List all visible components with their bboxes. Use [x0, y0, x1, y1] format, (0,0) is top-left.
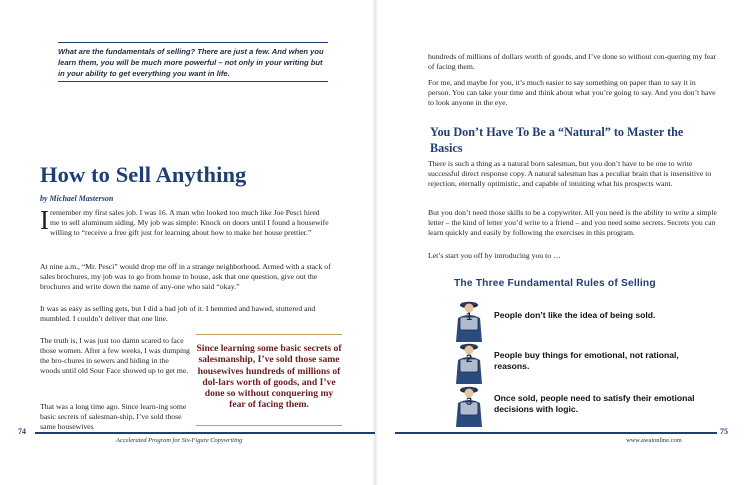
pull-quote-text: Since learning some basic secrets of salesmanship, I’ve sold those same housewives hundreds of millions of dol-lars worth of goods, and I’ve done so without conquering my fear of facing them. [196, 343, 342, 411]
rule-text: Once sold, people need to satisfy their emotional decisions with logic. [494, 393, 695, 414]
footer-url: www.awaionline.com [626, 437, 682, 444]
rule-item [448, 340, 718, 384]
teaser-text: What are the fundamentals of selling? There are just a few. And when you learn them, you will be much more powerful – not only in your writing but in your ability to get everything you want in life. [58, 47, 324, 78]
page-number-right: 75 [720, 427, 728, 436]
rule-number: 2 [465, 353, 473, 365]
footer-rule-right [395, 432, 717, 434]
paragraph: Let’s start you off by introducing you to … [428, 251, 561, 260]
paragraph: hundreds of millions of dollars worth of goods, and I’ve done so without con-quering my fear of facing them. [428, 52, 717, 72]
rule-item [448, 298, 718, 342]
section-heading: You Don’t Have To Be a “Natural” to Master the Basics [430, 125, 684, 155]
rule-text: People buy things for emotional, not rational, reasons. [494, 350, 679, 371]
paragraph-intro-text: remember my first sales job. I was 16. A man who looked too much like Joe Pesci hired me to sell aluminum siding. My job was simple: Knock on doors until I found a housewife willing to “receive a free gift just for learning about how to make her house prettier.” [50, 208, 329, 238]
paragraph: For me, and maybe for you, it’s much easier to say something on paper than to say it in person. You can take your time and think about what you’re going to say. And you don’t have to look anyone in the eye. [428, 78, 716, 108]
paragraph: It was as easy as selling gets, but I did a bad job of it. I hemmed and hawed, stuttered and mumbled. I couldn’t deliver that one line. [40, 304, 316, 324]
rules-title: The Three Fundamental Rules of Selling [454, 278, 656, 289]
paragraph: The truth is, I was just too damn scared to face those women. After a few weeks, I was dumping the bro-chures in sewers and hiding in the woods until old Sour Face showed up to get me. [40, 336, 190, 376]
pull-quote [196, 334, 342, 426]
paragraph: But you don’t need those skills to be a copywriter. All you need is the ability to write a simple letter – the kind of letter you’d write to a friend – and you need some secrets. Secrets you can learn quickly and easily by following the exercises in this program. [428, 208, 717, 238]
rule-text: People don’t like the idea of being sold. [494, 310, 656, 320]
rule-item [448, 383, 718, 427]
footer-rule-left [35, 432, 375, 434]
teaser-box [58, 42, 328, 82]
paragraph: At nine a.m., “Mr. Pesci” would drop me off in a strange neighborhood. Armed with a stack of sales brochures, my job was to go from house to house, ask that one question, give out the brochures and write down the name of any-one who said “okay.” [40, 262, 331, 292]
article-byline: by Michael Masterson [40, 194, 114, 203]
paragraph: That was a long time ago. Since learn-ing some basic secrets of salesman-ship, I’ve sold those same housewives [40, 402, 187, 432]
rule-number: 3 [465, 396, 473, 408]
page-number-left: 74 [18, 427, 26, 436]
paragraph-intro [40, 205, 330, 238]
rule-number: 1 [465, 311, 473, 323]
article-title: How to Sell Anything [40, 162, 247, 187]
paragraph: There is such a thing as a natural born salesman, but you don’t have to be one to write successful direct response copy. A natural salesman has a peculiar brain that is insensitive to rejection, eternally optimistic, and capable of intuiting what his prospects want. [428, 159, 712, 189]
drop-cap: I [40, 205, 49, 235]
footer-title: Accelerated Program for Six-Figure Copywriting [116, 437, 243, 444]
